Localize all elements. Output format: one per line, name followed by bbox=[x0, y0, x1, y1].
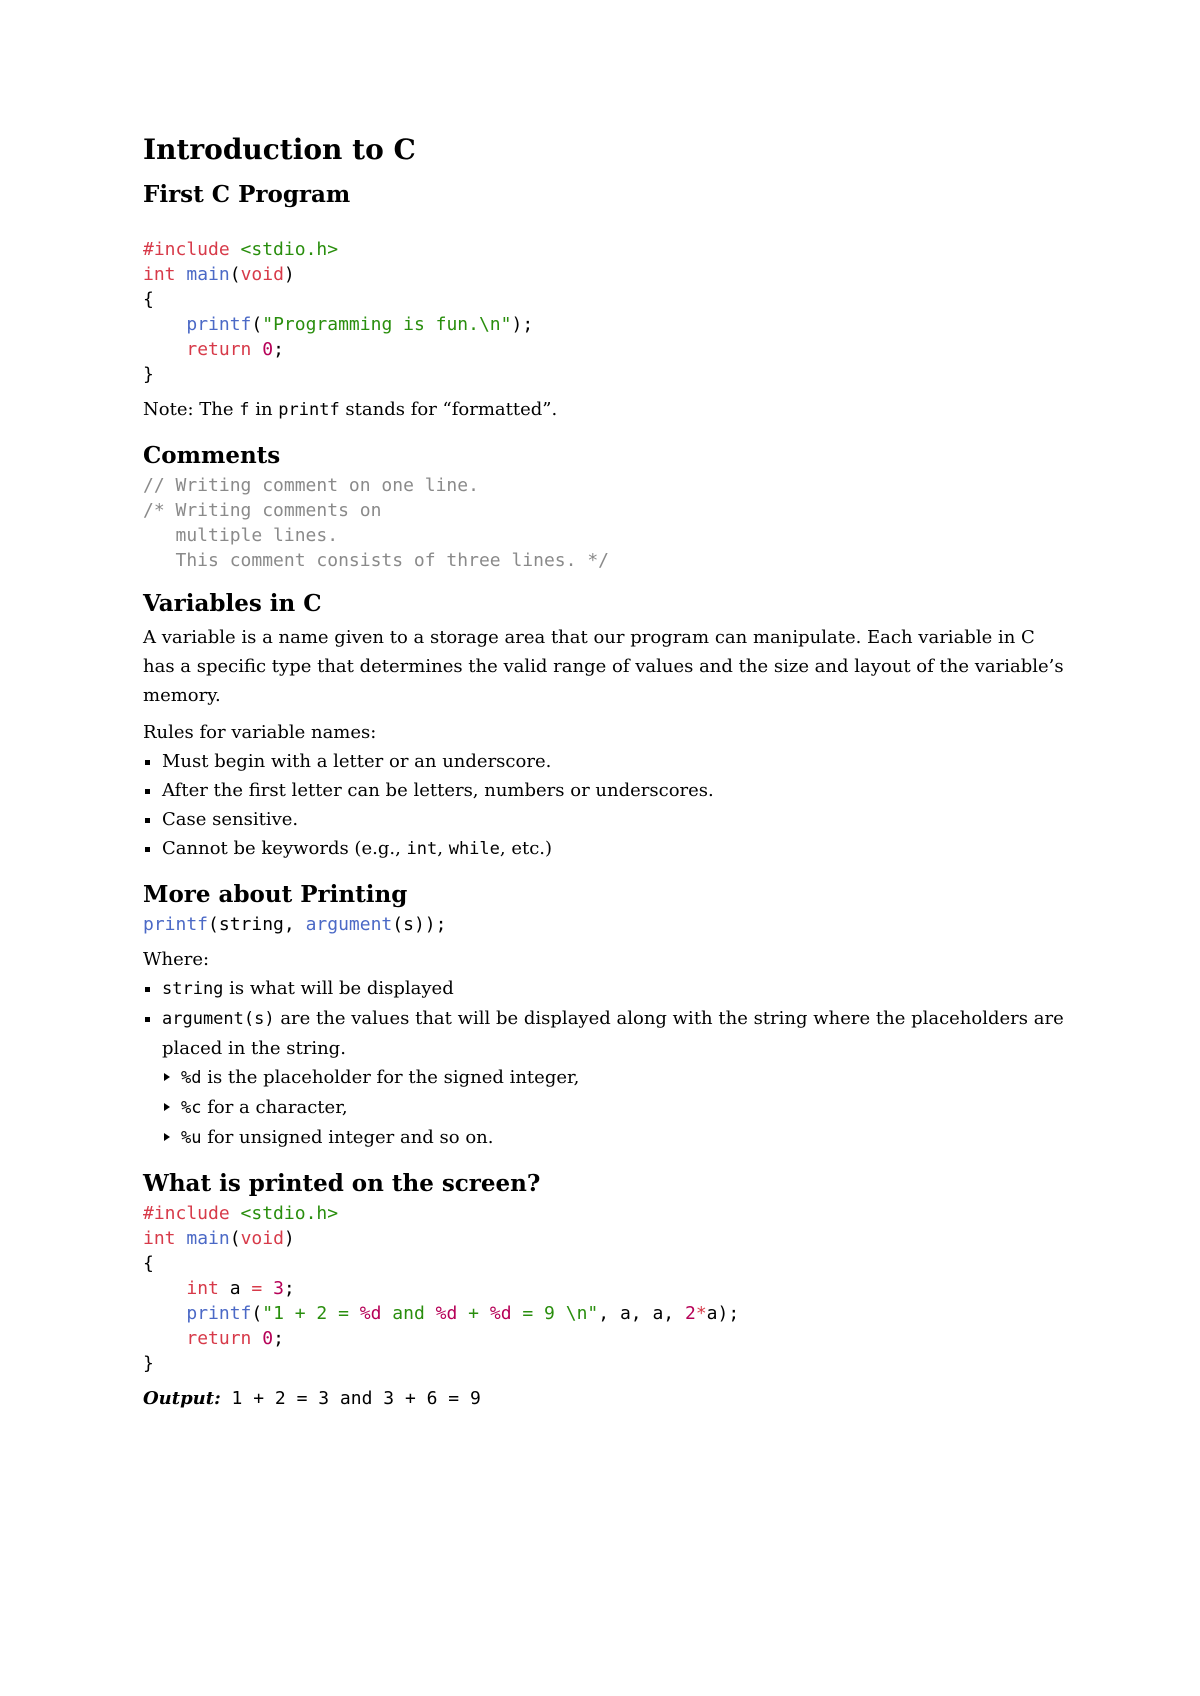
code-indent bbox=[143, 314, 186, 335]
code-token: ) bbox=[283, 1228, 295, 1249]
list-item-text: After the first letter can be letters, numbers or underscores. bbox=[162, 780, 714, 801]
code-token: ; bbox=[273, 339, 284, 360]
code-indent bbox=[143, 339, 186, 360]
list-item-text: for a character, bbox=[201, 1097, 348, 1118]
code-token: " bbox=[587, 1303, 599, 1324]
code-token: ; bbox=[273, 1328, 284, 1349]
bullet-icon bbox=[145, 760, 150, 765]
note-text: in bbox=[249, 399, 279, 420]
inline-code: while bbox=[448, 839, 500, 859]
code-token: ; bbox=[283, 1278, 295, 1299]
code-token: int bbox=[186, 1278, 219, 1299]
code-token: ( bbox=[229, 264, 241, 285]
list-item-text: , bbox=[437, 838, 449, 859]
triangle-bullet-icon bbox=[164, 1133, 170, 1141]
rules-intro: Rules for variable names: bbox=[143, 722, 377, 743]
code-indent bbox=[143, 1328, 186, 1349]
comment-line: // Writing comment on one line. bbox=[143, 475, 479, 496]
code-token: , a, a, bbox=[598, 1303, 685, 1324]
code-token: 0 bbox=[262, 1328, 274, 1349]
note-paragraph bbox=[143, 395, 1068, 425]
code-token: ( bbox=[229, 1228, 241, 1249]
list-item bbox=[143, 776, 1068, 805]
code-token: = 9 bbox=[511, 1303, 566, 1324]
list-item bbox=[143, 805, 1068, 834]
bullet-icon bbox=[145, 847, 150, 852]
section-heading: What is printed on the screen? bbox=[143, 1170, 541, 1197]
code-token: 2 bbox=[684, 1303, 696, 1324]
list-item-text: is the placeholder for the signed integer, bbox=[201, 1067, 580, 1088]
code-token: (string, bbox=[208, 914, 306, 935]
document-page bbox=[143, 128, 1068, 1427]
code-token: \n bbox=[565, 1303, 588, 1324]
section-heading: Variables in C bbox=[143, 590, 322, 617]
code-token: = bbox=[251, 1278, 263, 1299]
code-token: #include bbox=[143, 239, 241, 260]
code-token: ( bbox=[251, 1303, 263, 1324]
code-token: and bbox=[381, 1303, 436, 1324]
section-heading: First C Program bbox=[143, 181, 351, 208]
comment-line: This comment consists of three lines. */ bbox=[143, 550, 609, 571]
comment-line: multiple lines. bbox=[143, 525, 339, 546]
placeholder-list bbox=[143, 1063, 1068, 1153]
code-token: a); bbox=[706, 1303, 740, 1324]
code-token: void bbox=[240, 264, 284, 285]
list-item-text: is what will be displayed bbox=[223, 978, 454, 999]
code-token: { bbox=[143, 289, 154, 310]
code-token: <stdio.h> bbox=[240, 239, 339, 260]
list-item-text: Case sensitive. bbox=[162, 809, 299, 830]
code-token: main bbox=[186, 264, 230, 285]
inline-code: argument(s) bbox=[162, 1009, 275, 1029]
inline-code: %c bbox=[181, 1098, 202, 1118]
code-token: } bbox=[143, 1353, 154, 1374]
list-item bbox=[143, 834, 1068, 864]
code-indent bbox=[143, 1303, 186, 1324]
list-item bbox=[143, 1123, 1068, 1153]
list-item bbox=[143, 974, 1068, 1004]
inline-code: %d bbox=[181, 1068, 202, 1088]
list-item-text: are the values that will be displayed along with the string where the placeholders are placed in the string. bbox=[162, 1008, 1064, 1059]
code-token: 0 bbox=[262, 339, 274, 360]
note-text: Note: The bbox=[143, 399, 240, 420]
code-indent bbox=[143, 1278, 186, 1299]
triangle-bullet-icon bbox=[164, 1103, 170, 1111]
code-token: return bbox=[186, 1328, 263, 1349]
section-comments bbox=[143, 439, 1068, 573]
list-item-text: Must begin with a letter or an underscore. bbox=[162, 751, 552, 772]
list-item bbox=[143, 1063, 1068, 1093]
code-token: ) bbox=[283, 264, 295, 285]
code-token: int bbox=[143, 1228, 187, 1249]
code-token: printf bbox=[143, 914, 209, 935]
code-token: "Programming is fun.\n" bbox=[262, 314, 512, 335]
code-token: { bbox=[143, 1253, 154, 1274]
code-token: %d bbox=[489, 1303, 512, 1324]
code-token: 3 bbox=[273, 1278, 284, 1299]
code-block-first-program bbox=[143, 212, 1068, 387]
output-label: Output: bbox=[143, 1388, 221, 1409]
code-token: (s)); bbox=[392, 914, 447, 935]
where-label: Where: bbox=[143, 949, 210, 970]
note-text: stands for “formatted”. bbox=[339, 399, 558, 420]
code-token: argument bbox=[305, 914, 393, 935]
code-block-comments bbox=[143, 473, 1068, 573]
code-token: ( bbox=[251, 314, 263, 335]
code-token: return bbox=[186, 339, 263, 360]
code-token: main bbox=[186, 1228, 230, 1249]
section-first-program bbox=[143, 178, 1068, 425]
where-list bbox=[143, 974, 1068, 1063]
code-token: %d bbox=[359, 1303, 382, 1324]
code-token: } bbox=[143, 364, 154, 385]
comment-line: /* Writing comments on bbox=[143, 500, 382, 521]
list-item-text: Cannot be keywords (e.g., bbox=[162, 838, 407, 859]
list-item bbox=[143, 1093, 1068, 1123]
code-token bbox=[262, 1278, 273, 1299]
code-token: #include bbox=[143, 1203, 241, 1224]
section-screen bbox=[143, 1167, 1068, 1413]
section-heading: Comments bbox=[143, 442, 281, 469]
code-token: + bbox=[457, 1303, 490, 1324]
list-item bbox=[143, 747, 1068, 776]
list-item-text: for unsigned integer and so on. bbox=[201, 1127, 494, 1148]
code-token: "1 + 2 = bbox=[262, 1303, 360, 1324]
rules-list bbox=[143, 747, 1068, 864]
code-block-printf bbox=[143, 912, 1068, 937]
code-token: %d bbox=[435, 1303, 458, 1324]
section-variables bbox=[143, 587, 1068, 864]
code-token: void bbox=[240, 1228, 284, 1249]
output-line bbox=[143, 1384, 1068, 1413]
bullet-icon bbox=[145, 818, 150, 823]
inline-code: f bbox=[239, 400, 250, 420]
code-token: int bbox=[143, 264, 187, 285]
section-printing bbox=[143, 878, 1068, 1153]
triangle-bullet-icon bbox=[164, 1073, 170, 1081]
list-item-text: , etc.) bbox=[499, 838, 553, 859]
bullet-icon bbox=[145, 1017, 150, 1022]
code-token: <stdio.h> bbox=[240, 1203, 339, 1224]
bullet-icon bbox=[145, 789, 150, 794]
variables-paragraph: A variable is a name given to a storage area that our program can manipulate. Each variable in C has a specific type that determines the valid range of values and the size and layout of the variable’s memory. bbox=[143, 627, 1064, 706]
page-title: Introduction to C bbox=[143, 133, 416, 166]
output-value: 1 + 2 = 3 and 3 + 6 = 9 bbox=[220, 1388, 481, 1409]
inline-code: printf bbox=[278, 400, 340, 420]
inline-code: string bbox=[162, 979, 224, 999]
code-block-screen bbox=[143, 1201, 1068, 1376]
code-token: * bbox=[695, 1303, 707, 1324]
inline-code: %u bbox=[181, 1128, 202, 1148]
bullet-icon bbox=[145, 987, 150, 992]
section-heading: More about Printing bbox=[143, 881, 408, 908]
list-item bbox=[143, 1004, 1068, 1063]
inline-code: int bbox=[406, 839, 438, 859]
code-token: printf bbox=[186, 314, 252, 335]
code-token: a bbox=[218, 1278, 252, 1299]
code-token: printf bbox=[186, 1303, 252, 1324]
code-token: ); bbox=[511, 314, 534, 335]
